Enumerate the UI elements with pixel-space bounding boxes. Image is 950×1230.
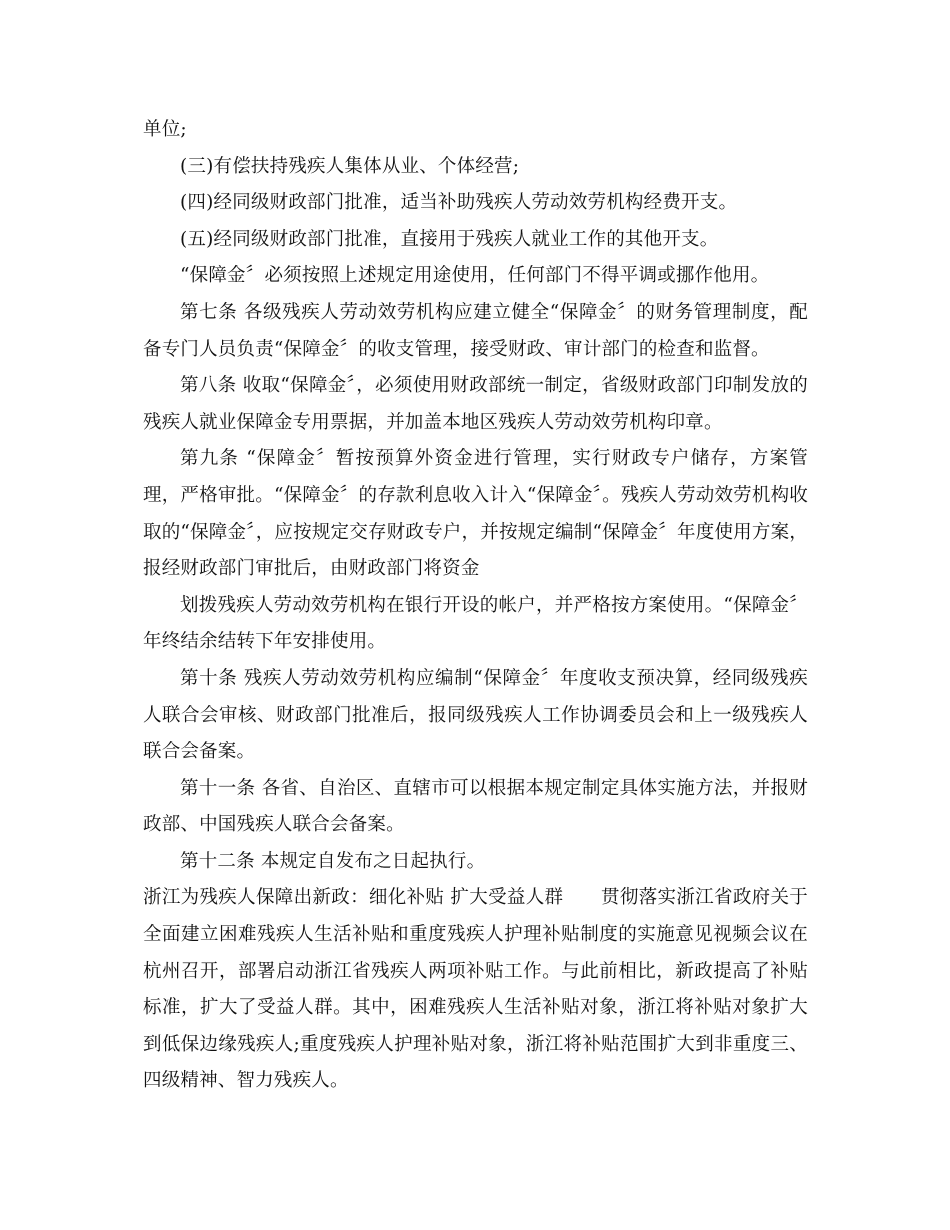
paragraph-unit: 单位; (143, 119, 187, 140)
paragraph-article-7: 第七条 各级残疾人劳动效劳机构应建立健全“保障金〞的财务管理制度，配备专门人员负责“保障金〞的收支管理，接受财政、审计部门的检查和监督。 (143, 301, 808, 360)
paragraph-article-9: 第九条 “保障金〞暂按预算外资金进行管理，实行财政专户储存，方案管理，严格审批。“保障金〞的存款利息收入计入“保障金〞。残疾人劳动效劳机构收取的“保障金〞，应按规定交存财政专户，并按规定编制“保障金〞年度使用方案，报经财政部门审批后，由财政部门将资金 (143, 448, 808, 580)
paragraph-item-5: (五)经同级财政部门批准，直接用于残疾人就业工作的其他开支。 (180, 228, 719, 250)
news-title: 浙江为残疾人保障出新政：细化补贴 扩大受益人群 (143, 887, 564, 909)
paragraph-usage-rule: “保障金〞必须按照上述规定用途使用，任何部门不得平调或挪作他用。 (180, 265, 770, 287)
document-body (143, 112, 808, 1100)
paragraph-article-12: 第十二条 本规定自发布之日起执行。 (180, 850, 486, 872)
paragraph-article-11: 第十一条 各省、自治区、直辖市可以根据本规定制定具体实施方法，并报财政部、中国残疾人联合会备案。 (143, 777, 808, 836)
paragraph-item-3: (三)有偿扶持残疾人集体从业、个体经营; (180, 155, 520, 177)
paragraph-article-8: 第八条 收取“保障金〞，必须使用财政部统一制定，省级财政部门印制发放的残疾人就业保障金专用票据，并加盖本地区残疾人劳动效劳机构印章。 (143, 375, 808, 433)
paragraph-item-4: (四)经同级财政部门批准，适当补助残疾人劳动效劳机构经费开支。 (180, 192, 738, 214)
paragraph-article-9-cont: 划拨残疾人劳动效劳机构在银行开设的帐户，并严格按方案使用。“保障金〞年终结余结转下年安排使用。 (143, 594, 808, 653)
news-paragraph (143, 880, 808, 1100)
news-gap (563, 887, 601, 908)
news-body: 贯彻落实浙江省政府关于全面建立困难残疾人生活补贴和重度残疾人护理补贴制度的实施意见视频会议在杭州召开，部署启动浙江省残疾人两项补贴工作。与此前相比，新政提高了补贴标准，扩大了受益人群。其中，困难残疾人生活补贴对象，浙江将补贴对象扩大到低保边缘残疾人;重度残疾人护理补贴对象，浙江将补贴范围扩大到非重度三、四级精神、智力残疾人。 (143, 887, 809, 1092)
paragraph-article-10: 第十条 残疾人劳动效劳机构应编制“保障金〞年度收支预决算，经同级残疾人联合会审核、财政部门批准后，报同级残疾人工作协调委员会和上一级残疾人联合会备案。 (143, 667, 808, 763)
